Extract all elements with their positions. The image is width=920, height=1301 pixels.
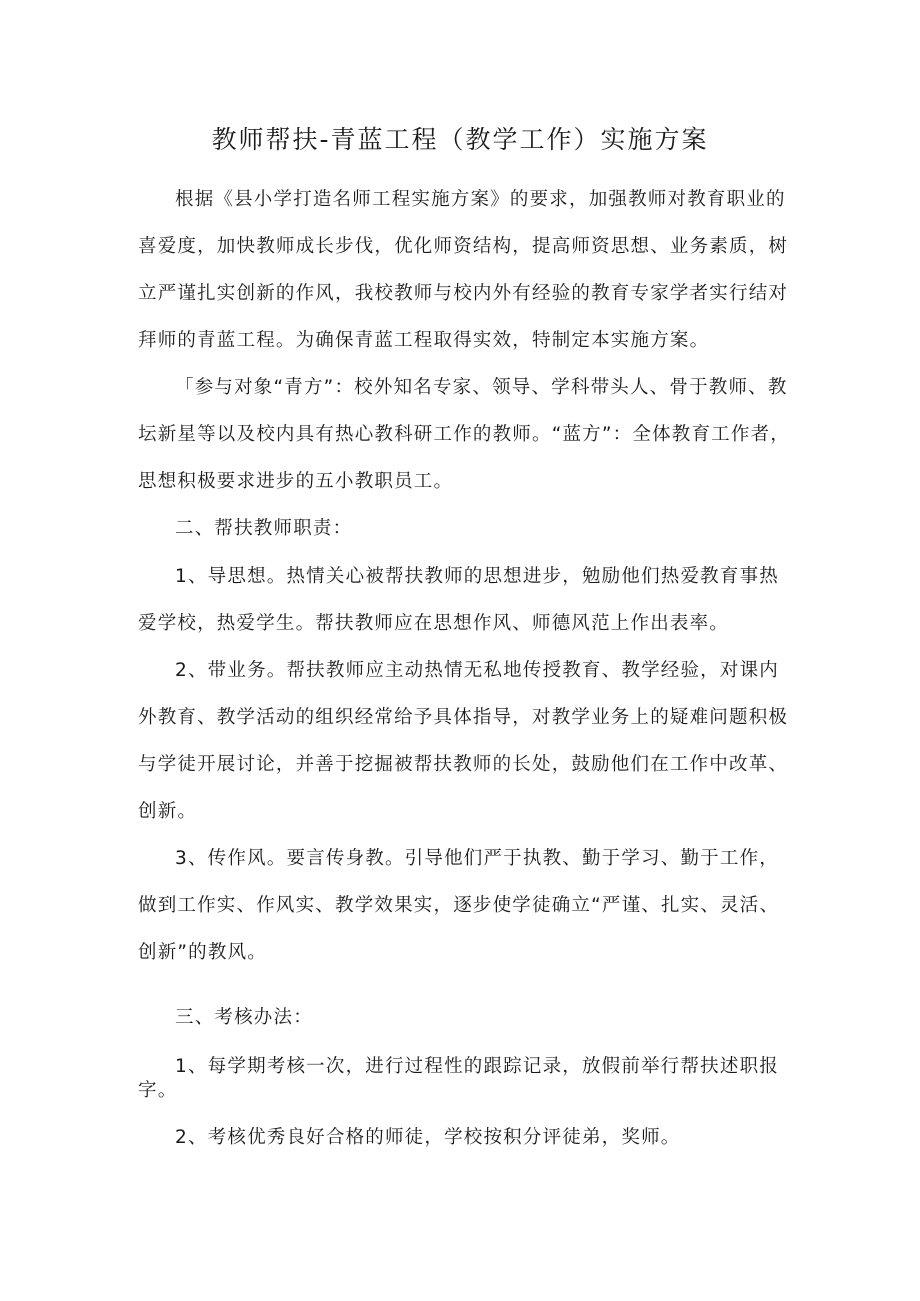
document-title: 教师帮扶-青蓝工程（教学工作）实施方案 [211,125,709,154]
section-2-item-2: 2、带业务。帮扶教师应主动热情无私地传授教育、教学经验，对课内外教育、教学活动的组织经常给予具体指导，对教学业务上的疑难问题积极与学徒开展讨论，并善于挖掘被帮扶教师的长处，鼓励他们在工作中改革、创新。 [138,660,789,822]
section-3-item-1: 1、每学期考核一次，进行过程性的跟踪记录，放假前举行帮扶述职报字。 [138,1056,779,1101]
participants-paragraph: 「参与对象“青方”：校外知名专家、领导、学科带头人、骨于教师、教坛新星等以及校内具有热心教科研工作的教师。“蓝方”：全体教育工作者，思想积极要求进步的五小教职员工。 [138,377,790,492]
section-3-heading: 三、考核办法： [175,1007,313,1028]
section-3-item-2: 2、考核优秀良好合格的师徒，学校按积分评徒弟，奖师。 [175,1127,681,1148]
section-2-item-3: 3、传作风。要言传身教。引导他们严于执教、勤于学习、勤于工作，做到工作实、作风实、教学效果实，逐步使学徒确立“严谨、扎实、灵活、创新”的教风。 [138,848,780,963]
section-2-heading: 二、帮扶教师职责： [175,518,353,539]
section-2-item-1: 1、导思想。热情关心被帮扶教师的思想进步，勉励他们热爱教育事热爱学校，热爱学生。帮扶教师应在思想作风、师德风范上作出表率。 [138,566,779,634]
intro-paragraph: 根据《县小学打造名师工程实施方案》的要求，加强教师对教育职业的喜爱度，加快教师成长步伐，优化师资结构，提高师资思想、业务素质，树立严谨扎实创新的作风，我校教师与校内外有经验的教育专家学者实行结对拜师的青蓝工程。为确保青蓝工程取得实效，特制定本实施方案。 [138,189,789,351]
